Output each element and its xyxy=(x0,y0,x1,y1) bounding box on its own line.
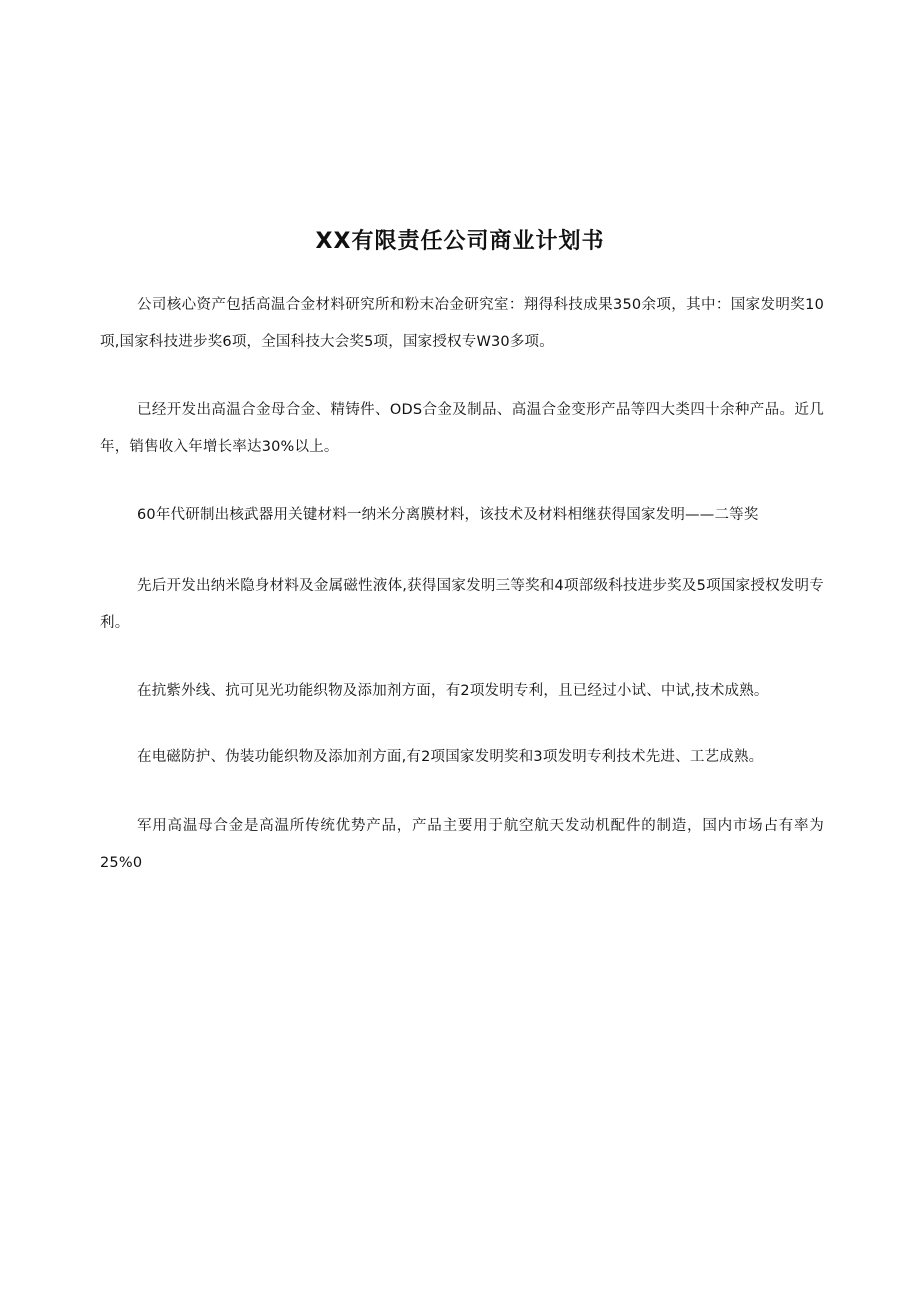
paragraph-military-alloy: 军用高温母合金是高温所传统优势产品，产品主要用于航空航天发动机配件的制造，国内市场占有率为25%0 xyxy=(100,818,824,871)
paragraph-products: 已经开发出高温合金母合金、精铸件、ODS合金及制品、高温合金变形产品等四大类四十余种产品。近几年，销售收入年增长率达30%以上。 xyxy=(100,402,824,455)
paragraph-uv-fabrics: 在抗紫外线、抗可见光功能织物及添加剂方面，有2项发明专利，且已经过小试、中试,技术成熟。 xyxy=(137,683,769,699)
paragraph-core-assets: 公司核心资产包括高温合金材料研究所和粉末冶金研究室：翔得科技成果350余项，其中：国家发明奖10项,国家科技进步奖6项，全国科技大会奖5项，国家授权专W30多项。 xyxy=(100,297,824,350)
paragraph-nano-membrane: 60年代研制出核武器用关键材料一纳米分离膜材料，该技术及材料相继获得国家发明——二等奖 xyxy=(137,507,759,523)
paragraph-em-protection: 在电磁防护、伪装功能织物及添加剂方面,有2项国家发明奖和3项发明专利技术先进、工艺成熟。 xyxy=(137,749,764,765)
document-title: XX有限责任公司商业计划书 xyxy=(315,229,605,254)
paragraph-stealth-materials: 先后开发出纳米隐身材料及金属磁性液体,获得国家发明三等奖和4项部级科技进步奖及5项国家授权发明专利。 xyxy=(100,578,824,631)
